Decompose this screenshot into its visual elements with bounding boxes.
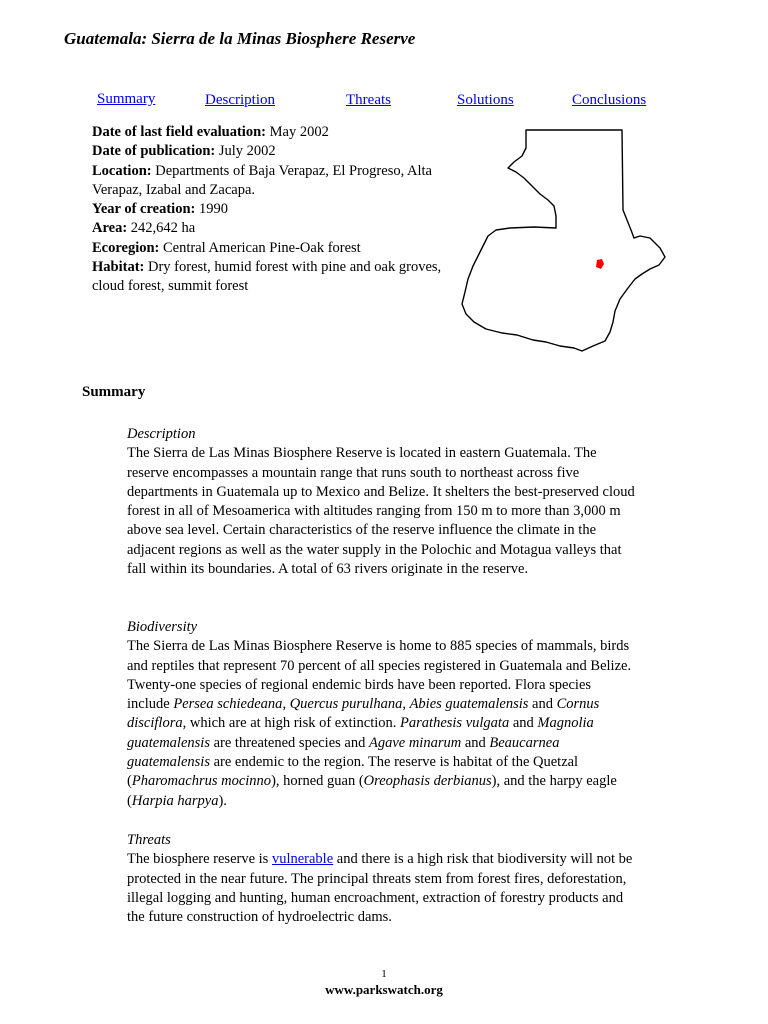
species-name: Agave minarum [368, 734, 462, 751]
species-name: Cornus disciflora [127, 696, 600, 732]
biodiversity-paragraph [127, 637, 637, 811]
biodiversity-text: , [402, 696, 410, 713]
ecoregion-label: Ecoregion: [92, 239, 160, 256]
year-label: Year of creation: [92, 201, 196, 218]
ecoregion-row [92, 239, 442, 258]
year-value: 1990 [198, 201, 228, 218]
biodiversity-text: , which are at high risk of extinction. [182, 715, 401, 732]
threats-text: The biosphere reserve is [127, 851, 272, 868]
threats-paragraph [127, 850, 637, 927]
evaluation-date-value: May 2002 [269, 124, 329, 140]
biodiversity-section [127, 618, 637, 811]
species-name: Parathesis vulgata [400, 715, 510, 732]
location-value: Departments of Baja Verapaz, El Progreso, Alta Verapaz, Izabal and Zacapa. [92, 162, 432, 198]
reserve-fact-sheet [92, 123, 442, 297]
guatemala-location-map [460, 124, 670, 360]
threats-heading: Threats [127, 832, 171, 848]
area-value: 242,642 ha [130, 220, 196, 237]
species-name: Quercus purulhana [289, 696, 403, 713]
page-number: 1 [381, 968, 387, 980]
biodiversity-text: and [461, 734, 490, 751]
biodiversity-text: are endemic to the region. The reserve is habitat of the Quetzal ( [127, 754, 579, 790]
ecoregion-value: Central American Pine-Oak forest [163, 239, 361, 256]
location-row [92, 162, 442, 201]
nav-link-solutions[interactable]: Solutions [457, 92, 514, 108]
biodiversity-text: , [282, 696, 290, 713]
habitat-row [92, 258, 442, 297]
description-heading: Description [127, 426, 196, 442]
species-name: Beaucarnea guatemalensis [127, 734, 560, 771]
biodiversity-text: ), and the harpy eagle ( [127, 773, 617, 809]
location-label: Location: [92, 162, 152, 179]
evaluation-date-label: Date of last field evaluation: [92, 124, 266, 140]
threats-text: and there is a high risk that biodiversity will not be protected in the near future. The principal threats stem from forest fires, deforestation, illegal logging and hunting, human encroachment, extraction of forestry products and the future construction of hydroelectric dams. [127, 851, 633, 926]
nav-link-threats[interactable]: Threats [346, 92, 391, 108]
species-name: Pharomachrus mocinno [131, 773, 272, 790]
page-title: Guatemala: Sierra de la Minas Biosphere Reserve [64, 29, 416, 48]
biodiversity-text: and [509, 715, 538, 732]
biodiversity-text: The Sierra de Las Minas Biosphere Reserve is home to 885 species of mammals, birds and reptiles that represent 70 percent of all species registered in Guatemala and Belize. Twenty-one species of regional endemic birds have been reported. Flora species include [127, 638, 632, 713]
nav-link-description[interactable]: Description [205, 92, 275, 108]
publication-date-row [92, 142, 442, 161]
biodiversity-text: are threatened species and [209, 734, 369, 751]
footer-url: www.parkswatch.org [325, 982, 443, 997]
publication-date-value: July 2002 [218, 143, 276, 160]
evaluation-date-row [92, 123, 442, 142]
nav-link-conclusions[interactable]: Conclusions [572, 92, 647, 108]
species-name: Abies guatemalensis [409, 696, 529, 713]
year-row [92, 200, 442, 219]
biodiversity-heading: Biodiversity [127, 619, 198, 635]
area-row [92, 219, 442, 238]
publication-date-label: Date of publication: [92, 143, 216, 160]
biodiversity-text: and [528, 696, 557, 713]
area-label: Area: [92, 220, 128, 237]
species-name: Persea schiedeana [173, 696, 283, 713]
vulnerable-link[interactable]: vulnerable [271, 851, 334, 868]
species-name: Magnolia guatemalensis [127, 715, 594, 751]
biodiversity-text: ). [218, 792, 227, 809]
threats-section [127, 831, 637, 927]
description-paragraph: The Sierra de Las Minas Biosphere Reserve is located in eastern Guatemala. The reserve encompasses a mountain range that runs south to northeast across five departments in Guatemala up to Mexico and Belize. It shelters the best-preserved cloud forest in all of Mesoamerica with altitudes ranging from 150 m to more than 3,000 m above sea level. Certain characteristics of the reserve influence the climate in the adjacent regions as well as the water supply in the Polochic and Motagua valleys that fall within its boundaries. A total of 63 rivers originate in the reserve. [127, 445, 635, 578]
habitat-label: Habitat: [92, 259, 145, 276]
species-name: Harpia harpya [131, 792, 219, 809]
nav-link-summary[interactable]: Summary [97, 91, 156, 107]
habitat-value: Dry forest, humid forest with pine and oak groves, cloud forest, summit forest [92, 259, 442, 295]
species-name: Oreophasis derbianus [363, 773, 492, 790]
description-section [127, 425, 637, 579]
biodiversity-text: ), horned guan ( [271, 773, 364, 790]
summary-heading: Summary [82, 384, 146, 400]
